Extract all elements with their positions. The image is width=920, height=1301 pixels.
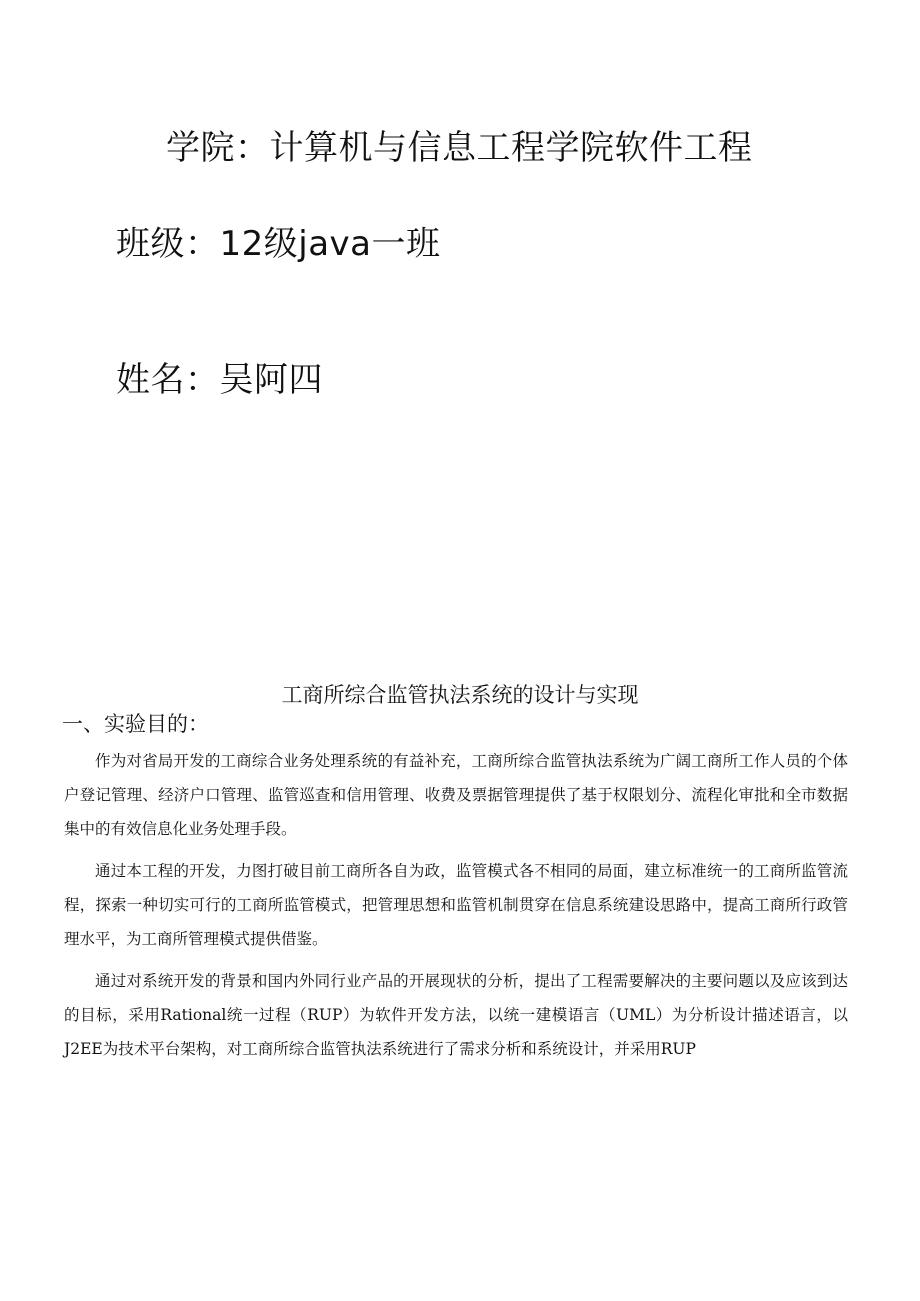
paragraph: 作为对省局开发的工商综合业务处理系统的有益补充，工商所综合监管执法系统为广阔工商所工作人员的个体户登记管理、经济户口管理、监管巡查和信用管理、收费及票据管理提供了基于权限划分、流程化审批和全市数据集中的有效信息化业务处理手段。	[64, 752, 848, 838]
document-title: 工商所综合监管执法系统的设计与实现	[281, 683, 639, 707]
body-text	[64, 744, 848, 1074]
student-name-line: 姓名：吴阿四	[116, 360, 323, 400]
college-line: 学院：计算机与信息工程学院软件工程	[166, 128, 753, 168]
section-heading: 一、实验目的：	[62, 712, 209, 736]
paragraph: 通过本工程的开发，力图打破目前工商所各自为政，监管模式各不相同的局面，建立标准统一的工商所监管流程，探索一种切实可行的工商所监管模式，把管理思想和监管机制贯穿在信息系统建设思路中，提高工商所行政管理水平，为工商所管理模式提供借鉴。	[64, 862, 848, 948]
class-line: 班级：12级java一班	[116, 224, 441, 264]
paragraph: 通过对系统开发的背景和国内外同行业产品的开展现状的分析，提出了工程需要解决的主要问题以及应该到达的目标，采用Rational统一过程（RUP）为软件开发方法，以统一建模语言（UML）为分析设计描述语言，以J2EE为技术平台架构，对工商所综合监管执法系统进行了需求分析和系统设计，并采用RUP	[64, 972, 848, 1058]
